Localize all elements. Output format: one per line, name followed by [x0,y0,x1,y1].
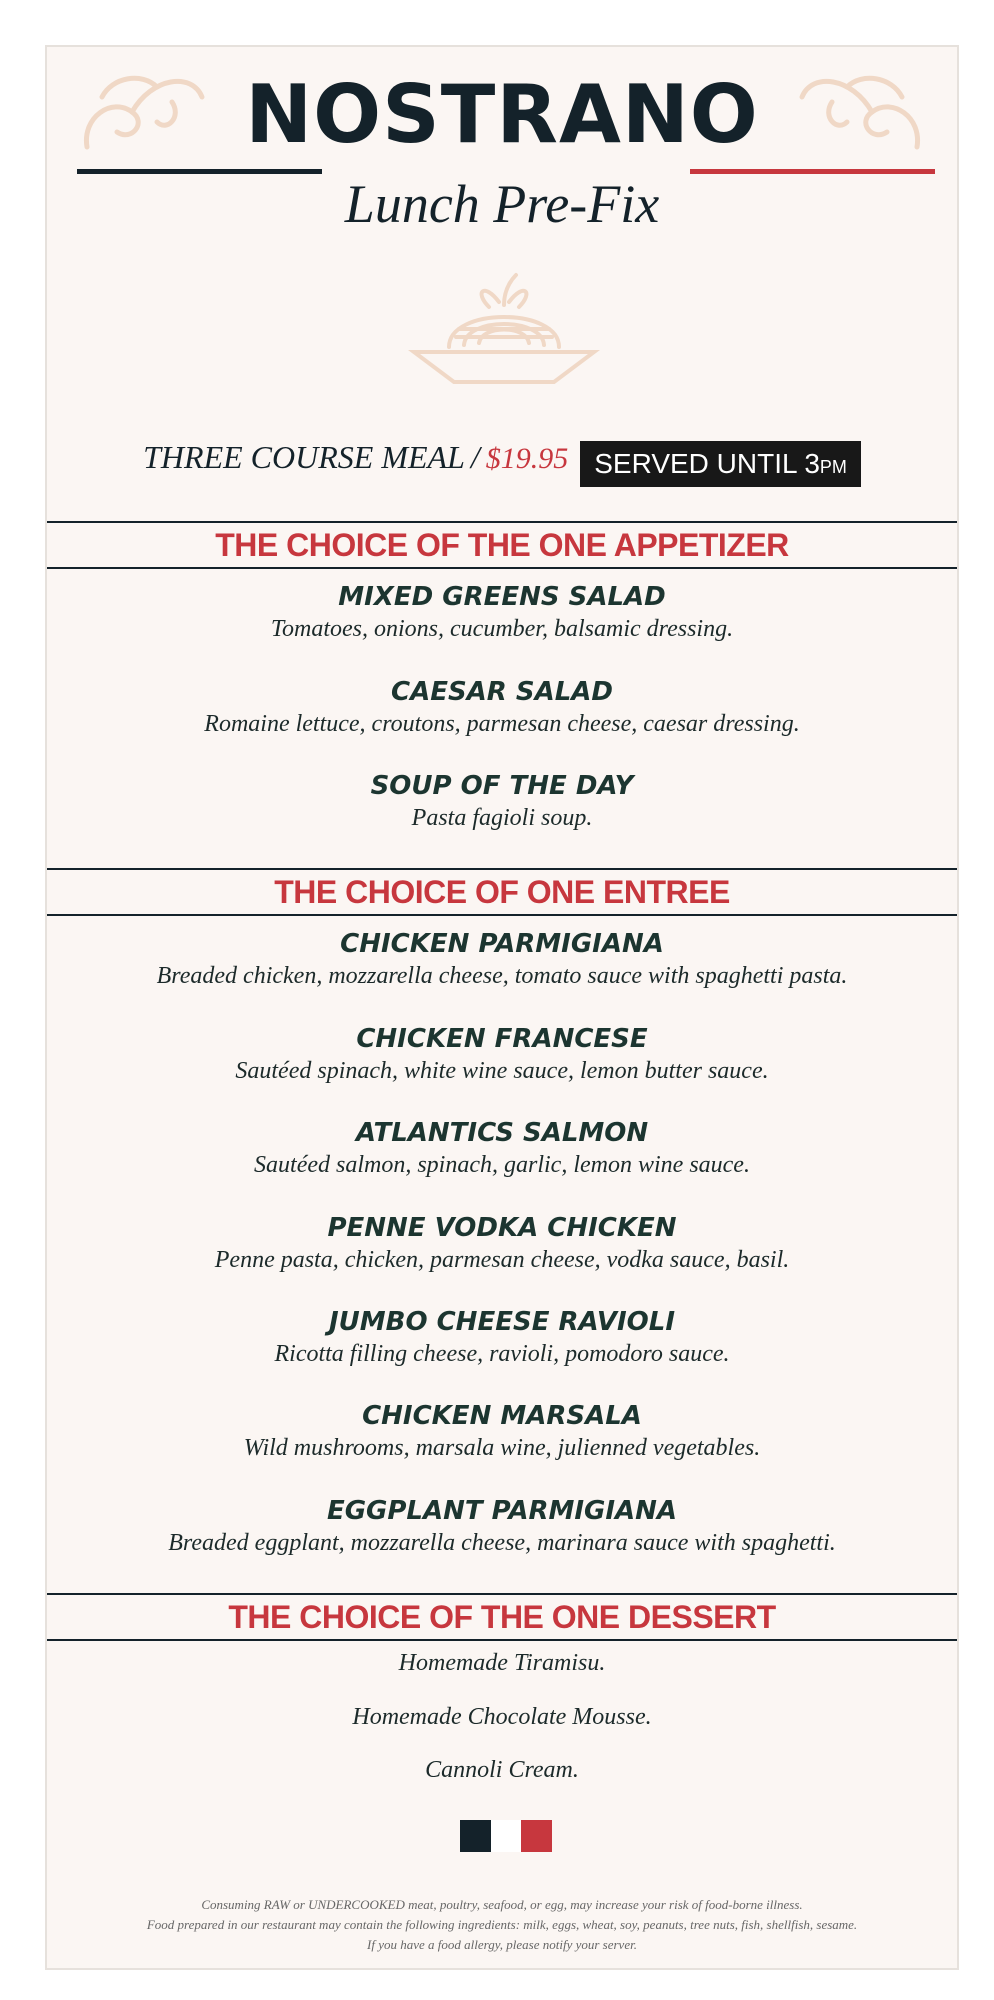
footer-disclaimer [47,1895,957,1955]
appetizer-heading-band [47,521,957,569]
menu-item [47,1399,957,1463]
menu-item [47,1211,957,1275]
dessert-item: Homemade Tiramisu. [398,1650,606,1676]
item-description: Breaded chicken, mozzarella cheese, tomato sauce with spaghetti pasta. [156,963,848,989]
footer-line: If you have a food allergy, please notify your server. [367,1937,637,1952]
item-name: JUMBO CHEESE RAVIOLI [328,1307,676,1337]
menu-item [47,1116,957,1180]
item-name: ATLANTICS SALMON [355,1118,649,1148]
menu-item [47,927,957,991]
item-description: Sautéed salmon, spinach, garlic, lemon wine sauce. [254,1152,750,1178]
restaurant-name: NOSTRANO [245,68,759,161]
offer-line [47,433,957,488]
item-name: EGGPLANT PARMIGIANA [326,1496,678,1526]
dessert-item: Homemade Chocolate Mousse. [352,1704,652,1730]
menu-card [45,45,959,1970]
menu-item [47,580,957,644]
item-description: Penne pasta, chicken, parmesan cheese, vodka sauce, basil. [214,1247,790,1273]
dessert-heading-band [47,1593,957,1641]
price: $19.95 [485,442,569,475]
menu-subtitle: Lunch Pre-Fix [344,174,660,234]
footer-line: Food prepared in our restaurant may contain the following ingredients: milk, eggs, wheat, soy, peanuts, tree nuts, fish, shellfish, sesame. [146,1917,858,1932]
italian-flag-icon [460,1820,552,1852]
dessert-item: Cannoli Cream. [425,1757,579,1783]
menu-item [47,675,957,739]
item-name: CHICKEN FRANCESE [356,1024,648,1054]
divider-dark [77,169,322,174]
entree-heading-band [47,868,957,916]
served-label: SERVED UNTIL [594,447,797,479]
pasta-plate-icon [404,267,604,397]
served-meridiem: PM [819,456,847,477]
item-description: Tomatoes, onions, cucumber, balsamic dressing. [270,616,734,642]
menu-item [47,1494,957,1558]
item-description: Wild mushrooms, marsala wine, julienned vegetables. [243,1435,761,1461]
item-name: CHICKEN PARMIGIANA [340,929,664,959]
menu-item [47,1305,957,1369]
appetizer-heading: THE CHOICE OF THE ONE APPETIZER [215,527,789,563]
item-description: Romaine lettuce, croutons, parmesan cheese, caesar dressing. [204,711,800,737]
item-name: CHICKEN MARSALA [362,1401,642,1431]
dessert-heading: THE CHOICE OF THE ONE DESSERT [228,1599,776,1635]
divider-red [690,169,935,174]
menu-item [47,769,957,833]
item-description: Pasta fagioli soup. [411,805,593,831]
separator: / [470,439,480,475]
footer-line: Consuming RAW or UNDERCOOKED meat, poultry, seafood, or egg, may increase your risk of food-borne illness. [201,1897,803,1912]
menu-item [47,1022,957,1086]
course-label: THREE COURSE MEAL [143,439,465,475]
item-description: Sautéed spinach, white wine sauce, lemon butter sauce. [235,1058,769,1084]
item-name: CAESAR SALAD [390,677,613,707]
served-time: 3 [804,447,820,479]
item-description: Breaded eggplant, mozzarella cheese, marinara sauce with spaghetti. [168,1530,836,1556]
served-until-badge [580,441,861,487]
item-name: PENNE VODKA CHICKEN [327,1213,677,1243]
item-name: MIXED GREENS SALAD [338,582,666,612]
item-name: SOUP OF THE DAY [370,771,634,801]
entree-heading: THE CHOICE OF ONE ENTREE [274,874,730,910]
item-description: Ricotta filling cheese, ravioli, pomodoro sauce. [274,1341,730,1367]
